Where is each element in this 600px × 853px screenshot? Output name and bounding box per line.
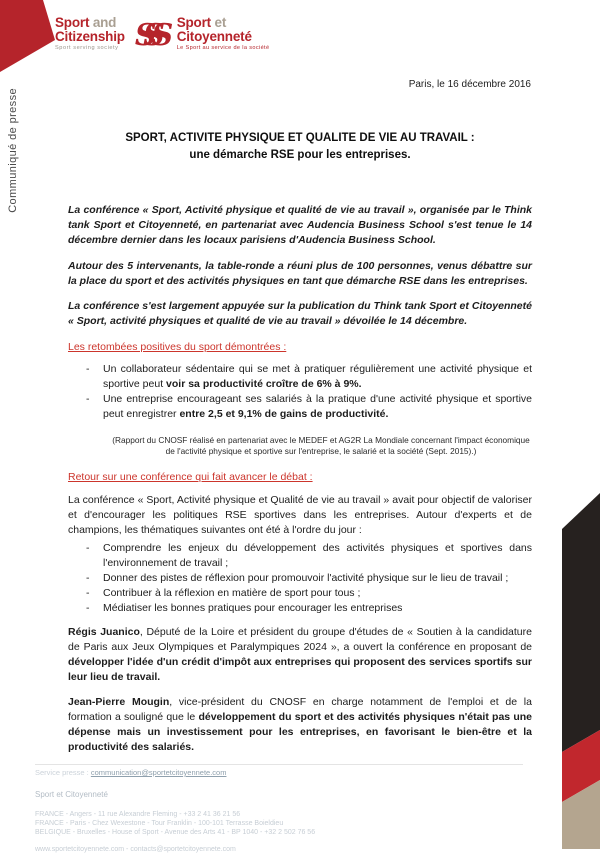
source-note: (Rapport du CNOSF réalisé en partenariat avec le MEDEF et AG2R La Mondiale concernant l'impact économique de l'activité physique et sportive sur l'entreprise, le salarié et la société (Sept. 2015).) xyxy=(112,435,530,456)
side-ribbon-decoration xyxy=(562,492,600,849)
press-label: Service presse : xyxy=(35,768,89,777)
list-item-text-normal: Une entreprise encourageant ses salariés à la pratique d'une activité physique et sportive peut enregistrer xyxy=(103,393,532,420)
list-item-text: Médiatiser les bonnes pratiques pour encourager les entreprises xyxy=(103,602,403,614)
benefits-list xyxy=(68,362,532,422)
list-item xyxy=(68,601,532,616)
section-heading-retombees: Les retombées positives du sport démontrées : xyxy=(68,341,287,353)
document-type-label: Communiqué de presse xyxy=(7,88,19,213)
address-line: FRANCE - Angers - 11 rue Alexandre Fleming - +33 2 41 36 21 56 xyxy=(35,811,241,818)
list-item-text xyxy=(103,392,532,422)
logo-fr-word3: Citoyenneté xyxy=(176,28,252,44)
speaker-name: Régis Juanico xyxy=(68,626,140,638)
dateline: Paris, le 16 décembre 2016 xyxy=(408,79,531,90)
dash-bullet-icon: - xyxy=(86,602,90,614)
list-item-text-normal: Un collaborateur sédentaire qui se met à pratiquer régulièrement une activité physique et sportive peut xyxy=(103,363,532,390)
speaker-text-bold: développer l'idée d'un crédit d'impôt aux entreprises qui proposent des services sportifs sur leur lieu de travail. xyxy=(68,656,532,683)
title-line-1: SPORT, ACTIVITE PHYSIQUE ET QUALITE DE VIE AU TRAVAIL : xyxy=(125,132,475,144)
page-title xyxy=(68,130,532,164)
dash-bullet-icon: - xyxy=(86,572,90,584)
list-item-text-bold: voir sa productivité croître de 6% à 9%. xyxy=(166,378,362,390)
logo-fr-tagline: Le Sport au service de la société xyxy=(176,44,270,51)
list-item xyxy=(68,586,532,601)
logo-fr-word1: Sport xyxy=(176,15,211,30)
address-line: FRANCE - Paris - Chez Wexestone - Tour Franklin - 100-101 Terrasse Boieldieu xyxy=(35,820,284,827)
logo-sport-and-citizenship xyxy=(55,16,125,51)
list-item-text: Contribuer à la réflexion en matière de sport pour tous ; xyxy=(103,587,361,599)
sss-logo-icon: SSS xyxy=(134,18,161,53)
page-footer xyxy=(35,764,523,853)
section-heading-retour: Retour sur une conférence qui fait avancer le débat : xyxy=(68,471,313,483)
logo-en-tagline: Sport serving society xyxy=(55,44,119,51)
press-contact-line xyxy=(35,768,523,777)
conference-intro-paragraph: La conférence « Sport, Activité physique et Qualité de vie au travail » avait pour objectif de valoriser et d'encourager les politiques RSE sportives dans les entreprises. Autour d'experts et de champions, les thématiques suivantes ont été à l'ordre du jour : xyxy=(68,494,532,536)
speaker-text: , vice-président du CNOSF en charge notamment de l'emploi et de la formation a souligné que le xyxy=(68,696,532,723)
footer-divider xyxy=(35,764,523,765)
document-body xyxy=(68,130,532,755)
speaker-paragraph-mougin xyxy=(68,695,532,755)
list-item xyxy=(68,362,532,392)
dash-bullet-icon: - xyxy=(86,363,90,375)
speaker-text: , Député de la Loire et président du groupe d'études de « Soutien à la candidature de Paris aux Jeux Olympiques et Paralympiques 2024 », a ouvert la conférence en proposant de xyxy=(68,626,532,653)
footer-web-line: www.sportetcitoyennete.com - contacts@sportetcitoyennete.com xyxy=(35,846,236,853)
footer-org-name: Sport et Citoyenneté xyxy=(35,790,108,799)
title-line-2: une démarche RSE pour les entreprises. xyxy=(189,149,411,161)
speaker-text-bold: développement du sport et des activités physiques n'était pas une dépense mais un investissement pour les entreprises, en favorisant le bien-être et la productivité des salariés. xyxy=(68,711,533,753)
logo-en-word1: Sport xyxy=(55,15,90,30)
logo-fr-word2: et xyxy=(214,15,227,30)
header-logos xyxy=(55,16,269,53)
dash-bullet-icon: - xyxy=(86,587,90,599)
intro-paragraph-3: La conférence s'est largement appuyée sur la publication du Think tank Sport et Citoyenneté « Sport, activité physiques et qualité de vie au travail » dévoilée le 14 décembre. xyxy=(68,300,532,327)
list-item xyxy=(68,392,532,422)
corner-ribbon-decoration xyxy=(0,0,60,75)
list-item-text xyxy=(103,362,532,392)
intro-paragraph-2: Autour des 5 intervenants, la table-ronde a réuni plus de 100 personnes, venus débattre sur la place du sport et des activités physiques en tant que démarche RSE dans les entreprises. xyxy=(68,260,532,287)
press-email-link[interactable]: communication@sportetcitoyennete.com xyxy=(90,768,227,777)
speaker-paragraph-juanico xyxy=(68,625,532,685)
dash-bullet-icon: - xyxy=(86,542,90,554)
dash-bullet-icon: - xyxy=(86,393,90,405)
list-item xyxy=(68,571,532,586)
list-item-text: Donner des pistes de réflexion pour promouvoir l'activité physique sur le lieu de travail ; xyxy=(103,572,509,584)
speaker-name: Jean-Pierre Mougin xyxy=(68,696,170,708)
list-item xyxy=(68,541,532,571)
intro-paragraph-1: La conférence « Sport, Activité physique et qualité de vie au travail », organisée par le Think tank Sport et Citoyenneté, en partenariat avec Audencia Business School s'est tenue le 14 décembre dernier dans les locaux parisiens d'Audencia Business School. xyxy=(68,204,532,246)
list-item-text-bold: entre 2,5 et 9,1% de gains de productivité. xyxy=(179,408,389,420)
topics-list xyxy=(68,541,532,616)
logo-en-word2: and xyxy=(92,15,117,30)
address-line: BELGIQUE - Bruxelles - House of Sport - Avenue des Arts 41 - BP 1040 - +32 2 502 76 56 xyxy=(35,829,316,836)
logo-en-word3: Citizenship xyxy=(55,28,125,44)
list-item-text: Comprendre les enjeux du développement des activités physiques et sportives dans l'environnement de travail ; xyxy=(103,542,532,569)
logo-sport-et-citoyennete xyxy=(177,16,270,51)
footer-addresses xyxy=(35,810,523,837)
